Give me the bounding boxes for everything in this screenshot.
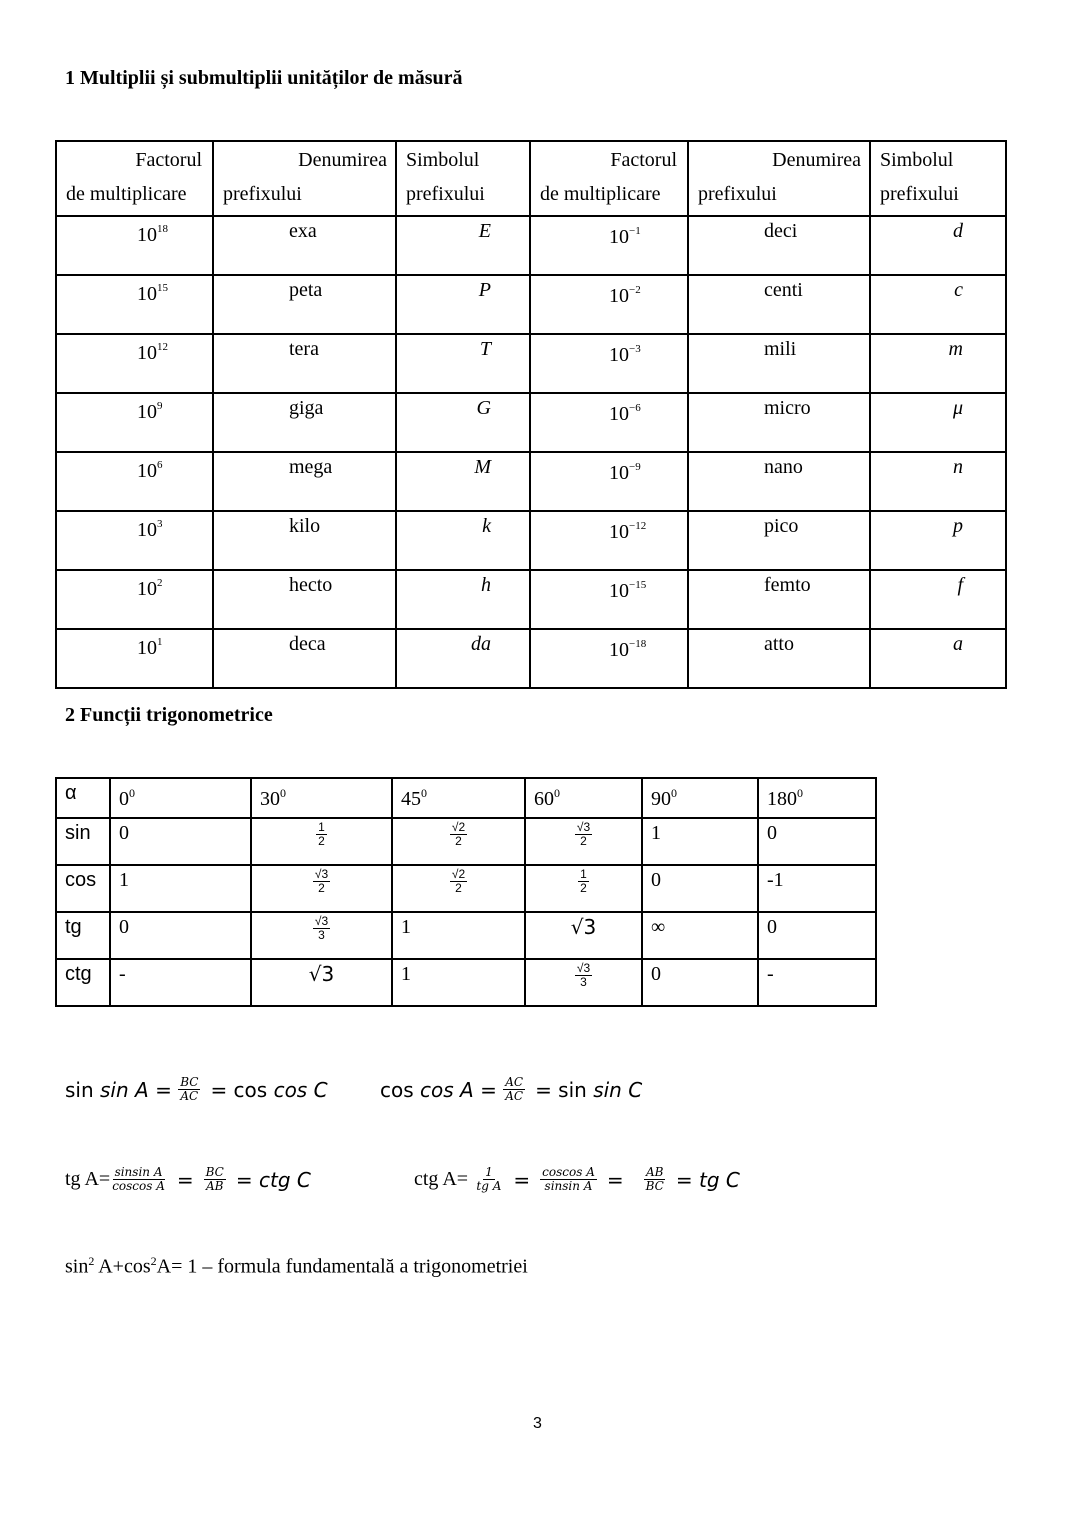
prefix-name-neg: pico [688, 511, 870, 570]
prefix-name-neg: femto [688, 570, 870, 629]
sin-45: $\frac{√2}{2}$ [392, 818, 525, 865]
prefix-name-pos: deca [213, 629, 396, 688]
factor-pos: $10^2$ [56, 570, 213, 629]
prefix-symbol-neg: c [870, 275, 1006, 334]
prefix-name-pos: hecto [213, 570, 396, 629]
formula-ctg-a: ctg A= $\frac{1}{\text{tg A}}$ = $\frac{\text{coscos A}}{\text{sinsin A}}$ = $\frac{AB}{BC}$ = tg C [414, 1165, 740, 1193]
prefix-symbol-pos: h [396, 570, 530, 629]
header-symbol-neg-1: Simbolul [880, 149, 954, 171]
ctg-0: - [110, 959, 251, 1006]
formula-cos-a: cos cos A = $\frac{AC}{AC}$ = sin sin C [380, 1075, 643, 1103]
prefix-row [56, 452, 1006, 511]
factor-neg: $10^{-1}$ [530, 216, 688, 275]
header-factor-1: Factorul [135, 149, 202, 171]
sin-90: 1 [642, 818, 758, 865]
header-name-1: Denumirea [298, 149, 387, 171]
prefix-row [56, 570, 1006, 629]
header-name-neg-2: prefixului [698, 183, 777, 205]
prefix-name-neg: centi [688, 275, 870, 334]
prefix-symbol-neg: f [870, 570, 1006, 629]
sin-60: $\frac{√3}{2}$ [525, 818, 642, 865]
tg-180: 0 [758, 912, 876, 959]
prefix-name-pos: exa [213, 216, 396, 275]
angle-30: $30^0$ [251, 778, 392, 818]
factor-neg: $10^{-12}$ [530, 511, 688, 570]
fundamental-formula: $\sin^2 A+\cos^2A= 1$ – formula fundamentală a trigonometriei [65, 1254, 528, 1278]
prefix-name-neg: nano [688, 452, 870, 511]
prefix-row [56, 216, 1006, 275]
prefix-symbol-pos: P [396, 275, 530, 334]
prefix-symbol-neg: p [870, 511, 1006, 570]
factor-neg: $10^{-18}$ [530, 629, 688, 688]
header-symbol-neg-2: prefixului [880, 183, 959, 205]
prefix-symbol-neg: m [870, 334, 1006, 393]
prefix-name-pos: peta [213, 275, 396, 334]
header-name-neg-1: Denumirea [772, 149, 861, 171]
prefix-name-neg: atto [688, 629, 870, 688]
trig-row-sin [56, 818, 876, 865]
prefix-symbol-pos: G [396, 393, 530, 452]
trig-table [55, 777, 877, 1007]
prefix-name-neg: mili [688, 334, 870, 393]
ctg-30: √3 [251, 959, 392, 1006]
trig-row-ctg [56, 959, 876, 1006]
sin-0: 0 [110, 818, 251, 865]
ctg-90: 0 [642, 959, 758, 1006]
cos-0: 1 [110, 865, 251, 912]
header-name-2: prefixului [223, 183, 302, 205]
trig-header-row [56, 778, 876, 818]
angle-0: $0^0$ [110, 778, 251, 818]
factor-neg: $10^{-15}$ [530, 570, 688, 629]
angle-60: $60^0$ [525, 778, 642, 818]
factor-pos: $10^{12}$ [56, 334, 213, 393]
factor-neg: $10^{-6}$ [530, 393, 688, 452]
tg-45: 1 [392, 912, 525, 959]
factor-pos: $10^{15}$ [56, 275, 213, 334]
prefix-name-neg: micro [688, 393, 870, 452]
formula-tg-a: tg A= $\frac{\text{sinsin A}}{\text{coscos A}}$ = $\frac{BC}{AB}$ = ctg C [65, 1165, 311, 1193]
tg-60: √3 [525, 912, 642, 959]
ctg-45: 1 [392, 959, 525, 1006]
prefix-row [56, 275, 1006, 334]
header-symbol-2: prefixului [406, 183, 485, 205]
prefix-row [56, 511, 1006, 570]
factor-pos: $10^9$ [56, 393, 213, 452]
header-symbol-1: Simbolul [406, 149, 480, 171]
angle-180: $180^0$ [758, 778, 876, 818]
tg-0: 0 [110, 912, 251, 959]
prefix-row [56, 629, 1006, 688]
cos-60: $\frac{1}{2}$ [525, 865, 642, 912]
tg-label: tg [56, 912, 110, 959]
prefix-symbol-pos: E [396, 216, 530, 275]
prefix-symbol-pos: k [396, 511, 530, 570]
prefix-row [56, 393, 1006, 452]
alpha-label: α [56, 778, 110, 818]
header-factor-neg-1: Factorul [610, 149, 677, 171]
sin-30: $\frac{1}{2}$ [251, 818, 392, 865]
prefix-symbol-neg: d [870, 216, 1006, 275]
prefix-symbol-neg: n [870, 452, 1006, 511]
prefix-symbol-neg: μ [870, 393, 1006, 452]
sin-label: sin [56, 818, 110, 865]
angle-45: $45^0$ [392, 778, 525, 818]
prefix-name-pos: kilo [213, 511, 396, 570]
header-factor-neg-2: de multiplicare [540, 183, 661, 205]
prefix-row [56, 334, 1006, 393]
factor-neg: $10^{-9}$ [530, 452, 688, 511]
tg-30: $\frac{√3}{3}$ [251, 912, 392, 959]
ctg-label: ctg [56, 959, 110, 1006]
section1-title: 1 Multiplii și submultiplii unităților de măsură [65, 67, 463, 89]
trig-row-cos [56, 865, 876, 912]
factor-neg: $10^{-3}$ [530, 334, 688, 393]
sin-180: 0 [758, 818, 876, 865]
prefix-symbol-pos: da [396, 629, 530, 688]
prefix-name-pos: mega [213, 452, 396, 511]
header-factor-2: de multiplicare [66, 183, 187, 205]
prefix-name-pos: tera [213, 334, 396, 393]
tg-90: ∞ [642, 912, 758, 959]
section2-title: 2 Funcții trigonometrice [65, 704, 273, 726]
cos-90: 0 [642, 865, 758, 912]
prefix-symbol-pos: M [396, 452, 530, 511]
prefix-symbol-neg: a [870, 629, 1006, 688]
factor-pos: $10^{18}$ [56, 216, 213, 275]
page-number: 3 [533, 1415, 542, 1432]
angle-90: $90^0$ [642, 778, 758, 818]
prefix-name-neg: deci [688, 216, 870, 275]
cos-45: $\frac{√2}{2}$ [392, 865, 525, 912]
ctg-60: $\frac{√3}{3}$ [525, 959, 642, 1006]
prefix-table-header [56, 141, 1006, 216]
factor-pos: $10^1$ [56, 629, 213, 688]
cos-30: $\frac{√3}{2}$ [251, 865, 392, 912]
ctg-180: - [758, 959, 876, 1006]
prefix-name-pos: giga [213, 393, 396, 452]
factor-pos: $10^3$ [56, 511, 213, 570]
trig-row-tg [56, 912, 876, 959]
prefix-symbol-pos: T [396, 334, 530, 393]
cos-label: cos [56, 865, 110, 912]
factor-pos: $10^6$ [56, 452, 213, 511]
cos-180: -1 [758, 865, 876, 912]
factor-neg: $10^{-2}$ [530, 275, 688, 334]
formula-sin-a: sin sin A = $\frac{BC}{AC}$ = cos cos C [65, 1075, 328, 1103]
prefix-table [55, 140, 1007, 689]
